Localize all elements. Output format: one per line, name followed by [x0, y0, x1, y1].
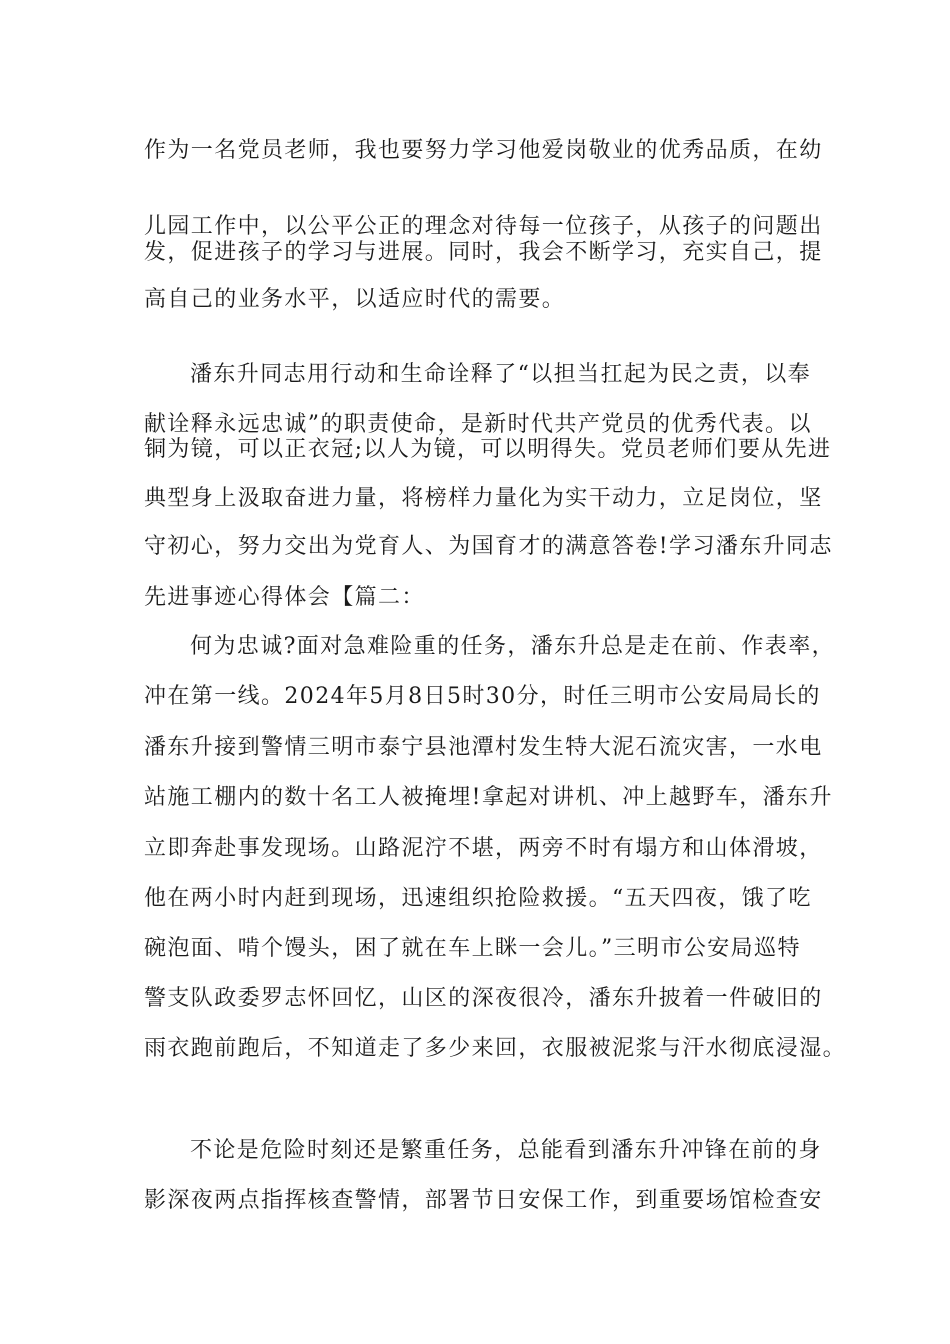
text-line: 献诠释永远忠诚”的职责使命，是新时代共产党员的优秀代表。以 — [144, 412, 812, 437]
text-line: 立即奔赴事发现场。山路泥泞不堪，两旁不时有塌方和山体滑坡， — [144, 836, 823, 861]
text-line: 影深夜两点指挥核查警情，部署节日安保工作，到重要场馆检查安 — [144, 1188, 823, 1213]
text-line: 潘东升接到警情三明市泰宁县池潭村发生特大泥石流灾害，一水电 — [144, 735, 823, 760]
text-line: 守初心，努力交出为党育人、为国育才的满意答卷!学习潘东升同志 — [144, 534, 833, 559]
text-line: 何为忠诚?面对急难险重的任务，潘东升总是走在前、作表率， — [190, 634, 835, 659]
text-line: 发，促进孩子的学习与进展。同时，我会不断学习，充实自己，提 — [144, 240, 823, 265]
text-line: 儿园工作中，以公平公正的理念对待每一位孩子，从孩子的问题出 — [144, 214, 823, 239]
text-line: 高自己的业务水平，以适应时代的需要。 — [144, 287, 566, 312]
text-line: 冲在第一线。2024年5月8日5时30分，时任三明市公安局局长的 — [144, 684, 821, 709]
text-line: 先进事迹心得体会【篇二： — [144, 585, 425, 610]
text-line: 他在两小时内赶到现场，迅速组织抢险救援。“五天四夜，饿了吃 — [144, 886, 812, 911]
text-line: 碗泡面、啃个馒头，困了就在车上眯一会儿。”三明市公安局巡特 — [144, 936, 801, 961]
text-line: 作为一名党员老师，我也要努力学习他爱岗敬业的优秀品质，在幼 — [144, 138, 823, 163]
text-line: 雨衣跑前跑后，不知道走了多少来回，衣服被泥浆与汗水彻底浸湿。 — [144, 1036, 847, 1061]
text-line: 警支队政委罗志怀回忆，山区的深夜很冷，潘东升披着一件破旧的 — [144, 986, 823, 1011]
text-line: 不论是危险时刻还是繁重任务，总能看到潘东升冲锋在前的身 — [190, 1138, 822, 1163]
text-line: 潘东升同志用行动和生命诠释了“以担当扛起为民之责，以奉 — [190, 362, 812, 387]
text-line: 典型身上汲取奋进力量，将榜样力量化为实干动力，立足岗位，坚 — [144, 486, 823, 511]
text-line: 铜为镜，可以正衣冠;以人为镜，可以明得失。党员老师们要从先进 — [144, 437, 832, 462]
text-line: 站施工棚内的数十名工人被掩埋!拿起对讲机、冲上越野车，潘东升 — [144, 785, 833, 810]
